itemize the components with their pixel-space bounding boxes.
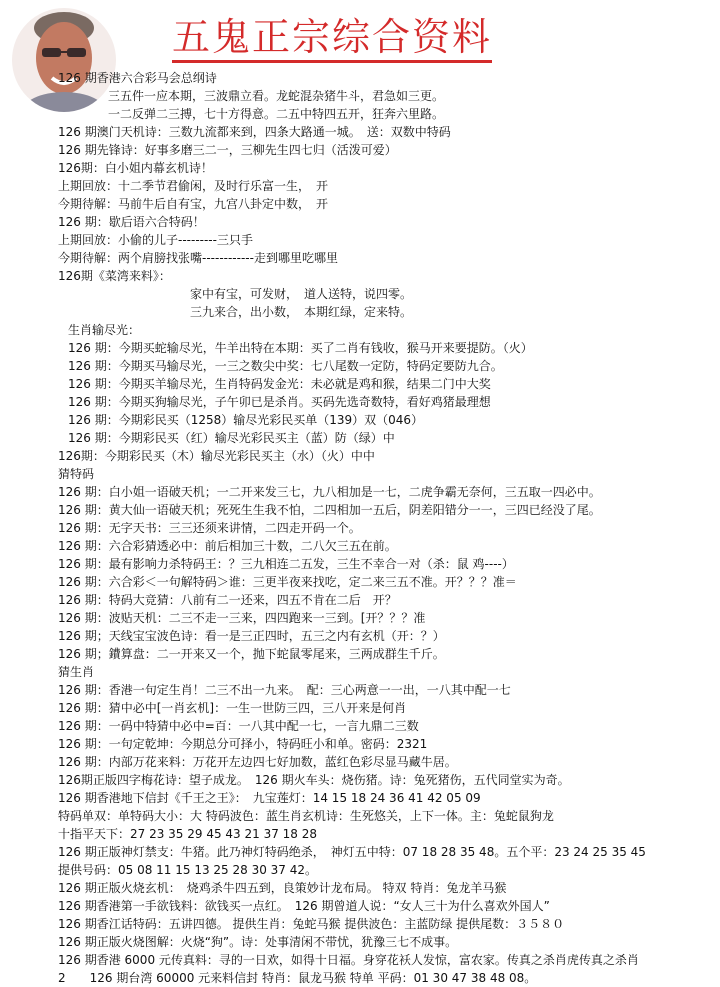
- text-line: 提供号码：05 08 11 15 13 25 28 30 37 42。: [58, 863, 318, 877]
- text-line: 家中有宝，可发财， 道人送特，说四零。: [190, 287, 413, 301]
- text-line: 126 期香港第一手欲钱料：欲钱买一点红。 126 期曾道人说：“女人三十为什么喜欢外国人”: [58, 899, 550, 913]
- text-line: 126 期先锋诗：好事多磨三二一，三柳先生四七归（活泼可爱）: [58, 143, 397, 157]
- text-line: 126 期：今期彩民买（1258）输尽光彩民买单（139）双（046）: [68, 413, 424, 427]
- text-line: 126 期正版火烧玄机： 烧鸡杀牛四五到，良策妙计龙布局。 特双 特肖：兔龙羊马猴: [58, 881, 507, 895]
- text-line: 126 期：无字天书：三三还须来讲情，二四走开码一个。: [58, 521, 361, 535]
- text-line: 126 期香江话特码：五讲四德。 提供生肖：兔蛇马猴 提供波色：主蓝防绿 提供尾数：３５８０: [58, 917, 565, 931]
- text-line: 上期回放：十二季节君偷闲，及时行乐富一生， 开: [58, 179, 329, 193]
- text-line: 一二反弹二三搏，七十方得意。二五中特四五开，狂奔六里路。: [108, 107, 445, 121]
- text-line: 126 期澳门天机诗：三数九流都来到，四条大路通一城。 送：双数中特码: [58, 125, 451, 139]
- text-line: 126 期；天线宝宝波色诗：看一是三正四时，五三之内有玄机（开：？）: [58, 629, 445, 643]
- text-line: 十指平天下：27 23 35 29 45 43 21 37 18 28: [58, 827, 318, 841]
- text-line: 126 期：最有影响力杀特码王：？三九相连二五发，三生不幸合一对（杀：鼠 鸡----）: [58, 557, 514, 571]
- text-line: 126 期：今期买马输尽光，一三之数尖中奖：七八尾数一定防，特码定要防九合。: [68, 359, 503, 373]
- text-line: 126 期：黄大仙一语破天机；死死生生我不怕，二四相加一五后，阴差阳错分一一，三四已经没了尾。: [58, 503, 601, 517]
- text-line: 126 期香港 6000 元传真料：寻的一日欢，如得十日福。身穿花袄人发惊，富农家。传真之杀肖虎传真之杀肖: [58, 953, 639, 967]
- page-title: 五鬼正宗综合资料: [172, 14, 492, 63]
- text-line: 126期正版四字梅花诗：望子成龙。 126 期火车头：烧伤猪。诗：兔死猪伤，五代同堂实为奇。: [58, 773, 570, 787]
- text-line: 上期回放：小偷的儿子---------三只手: [58, 233, 253, 247]
- text-line: 126 期：一句定乾坤：今期总分可择小，特码旺小和单。密码：2321: [58, 737, 428, 751]
- text-line: 126 期：一码中特猜中必中=百：一八其中配一七，一言九鼎二三数: [58, 719, 419, 733]
- text-line: 126期《菜湾来料》：: [58, 269, 171, 283]
- text-line: 生肖输尽光：: [68, 323, 141, 337]
- text-line: 126 期：六合彩＜一句解特码＞谁：三更半夜来找吃，定二来三五不准。开？？？准＝: [58, 575, 517, 589]
- text-line: 126期：白小姐内幕玄机诗！: [58, 161, 213, 175]
- text-line: 126 期：今期买羊输尽光，生肖特码发金光：未必就是鸡和猴，结果二门中大奖: [68, 377, 491, 391]
- text-line: 三五件一应本期，三波鼎立看。龙蛇混杂猪牛斗，君急如三更。: [108, 89, 445, 103]
- text-line: 126 期：今期彩民买（红）输尽光彩民买主（蓝）防（绿）中: [68, 431, 395, 445]
- text-line: 126 期正版神灯禁支：牛猪。此乃神灯特码绝杀， 神灯五中特：07 18 28 35 48。五个平：23 24 25 35 45: [58, 845, 646, 859]
- portrait-photo: [12, 8, 116, 112]
- text-line: 126 期香港地下信封《千王之王》： 九宝莲灯：14 15 18 24 36 41 42 05 09: [58, 791, 481, 805]
- text-line: 126 期：猜中必中[一肖玄机]：一生一世防三四，三八开来是何肖: [58, 701, 407, 715]
- text-line: 126 期正版火烧图解：火烧“狗”。诗：处事清闲不带忧，犹豫三七不成事。: [58, 935, 458, 949]
- text-line: 126期：今期彩民买（木）输尽光彩民买主（水）（火）中中: [58, 449, 375, 463]
- text-line: 126 期：歇后语六合特码！: [58, 215, 205, 229]
- text-line: 126 期香港六合彩马会总纲诗: [58, 71, 217, 85]
- text-line: 三九来合，出小数， 本期红绿，定来特。: [190, 305, 413, 319]
- text-line: 126 期：香港一句定生肖！二三不出一九来。 配：三心两意一一出，一八其中配一七: [58, 683, 511, 697]
- text-line: 2 126 期台湾 60000 元来料信封 特肖：鼠龙马猴 特单 平码：01 30 47 38 48 08。: [58, 971, 537, 985]
- text-line: 126 期：特码大竞猜：八前有二一还来，四五不肯在二后 开？: [58, 593, 397, 607]
- text-line: 126 期：内部万花来料：万花开左边四七好加数，蓝红色彩尽显马藏牛居。: [58, 755, 457, 769]
- text-line: 126 期：今期买蛇输尽光，牛羊出特在本期：买了二肖有钱收，猴马开来要提防。（火）: [68, 341, 533, 355]
- text-line: 今期待解：两个肩膀找张嘴------------走到哪里吃哪里: [58, 251, 338, 265]
- text-line: 126 期；鐨算盘：二一开来又一个，抛下蛇鼠零尾来，三两成群生千斤。: [58, 647, 445, 661]
- text-line: 126 期：白小姐一语破天机；一二开来发三七，九八相加是一七，二虎争霸无奈何，三五取一四必中。: [58, 485, 601, 499]
- text-line: 猜生肖: [58, 665, 95, 679]
- portrait-face-icon: [12, 8, 116, 112]
- text-line: 126 期：六合彩猜透必中：前后相加三十数，二八欠三五在前。: [58, 539, 397, 553]
- text-line: 特码单双：单特码大小：大 特码波色：蓝生肖玄机诗：生死悠关，上下一体。主：兔蛇鼠狗龙: [58, 809, 554, 823]
- text-line: 126 期：今期买狗输尽光，子午卯已是杀肖。买码先选奇数特，看好鸡猪最理想: [68, 395, 491, 409]
- text-line: 今期待解：马前牛后自有宝，九宫八卦定中数， 开: [58, 197, 329, 211]
- text-line: 猜特码: [58, 467, 95, 481]
- text-line: 126 期：波贴天机：二三不走一三来，四四跑来一三到。[开？？？准: [58, 611, 426, 625]
